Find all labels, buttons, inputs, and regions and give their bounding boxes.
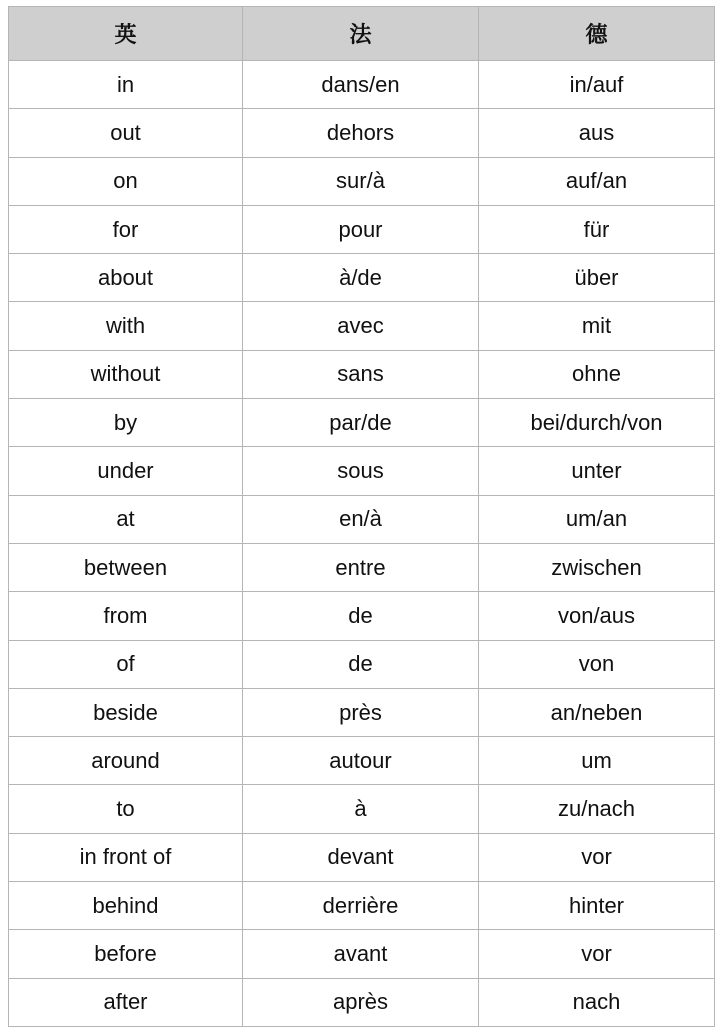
- cell-french: entre: [243, 543, 479, 591]
- header-french: 法: [243, 7, 479, 61]
- cell-french: à/de: [243, 254, 479, 302]
- cell-english: around: [9, 737, 243, 785]
- table-row: [9, 350, 715, 398]
- cell-french: pour: [243, 205, 479, 253]
- cell-german: für: [479, 205, 715, 253]
- table-row: [9, 157, 715, 205]
- table-row: [9, 254, 715, 302]
- table-row: [9, 205, 715, 253]
- cell-english: to: [9, 785, 243, 833]
- cell-english: before: [9, 930, 243, 978]
- header-english: 英: [9, 7, 243, 61]
- table-row: [9, 688, 715, 736]
- header-row: [9, 7, 715, 61]
- cell-german: hinter: [479, 882, 715, 930]
- table-row: [9, 882, 715, 930]
- table-row: [9, 447, 715, 495]
- cell-english: beside: [9, 688, 243, 736]
- cell-english: on: [9, 157, 243, 205]
- table-body: [9, 61, 715, 1027]
- cell-french: de: [243, 592, 479, 640]
- cell-french: sous: [243, 447, 479, 495]
- cell-english: in: [9, 61, 243, 109]
- cell-english: under: [9, 447, 243, 495]
- header-german: 德: [479, 7, 715, 61]
- preposition-table: [8, 6, 715, 1027]
- cell-french: sans: [243, 350, 479, 398]
- cell-english: behind: [9, 882, 243, 930]
- cell-german: um/an: [479, 495, 715, 543]
- cell-german: zwischen: [479, 543, 715, 591]
- cell-english: in front of: [9, 833, 243, 881]
- cell-english: after: [9, 978, 243, 1026]
- cell-german: aus: [479, 109, 715, 157]
- cell-german: von/aus: [479, 592, 715, 640]
- cell-english: of: [9, 640, 243, 688]
- cell-german: über: [479, 254, 715, 302]
- cell-english: with: [9, 302, 243, 350]
- cell-french: avant: [243, 930, 479, 978]
- cell-french: en/à: [243, 495, 479, 543]
- cell-french: après: [243, 978, 479, 1026]
- cell-german: unter: [479, 447, 715, 495]
- cell-english: between: [9, 543, 243, 591]
- table-row: [9, 302, 715, 350]
- cell-english: out: [9, 109, 243, 157]
- cell-german: nach: [479, 978, 715, 1026]
- cell-french: devant: [243, 833, 479, 881]
- table-row: [9, 640, 715, 688]
- table-row: [9, 930, 715, 978]
- cell-french: par/de: [243, 399, 479, 447]
- cell-english: from: [9, 592, 243, 640]
- table-row: [9, 833, 715, 881]
- cell-german: zu/nach: [479, 785, 715, 833]
- cell-french: dehors: [243, 109, 479, 157]
- table-row: [9, 785, 715, 833]
- cell-french: près: [243, 688, 479, 736]
- cell-german: von: [479, 640, 715, 688]
- table-row: [9, 543, 715, 591]
- cell-french: autour: [243, 737, 479, 785]
- table-row: [9, 737, 715, 785]
- table-row: [9, 61, 715, 109]
- cell-french: derrière: [243, 882, 479, 930]
- table-row: [9, 399, 715, 447]
- cell-german: vor: [479, 833, 715, 881]
- cell-german: um: [479, 737, 715, 785]
- cell-french: sur/à: [243, 157, 479, 205]
- table-row: [9, 495, 715, 543]
- cell-english: by: [9, 399, 243, 447]
- preposition-table-container: [8, 6, 714, 1027]
- cell-english: without: [9, 350, 243, 398]
- cell-english: at: [9, 495, 243, 543]
- cell-german: in/auf: [479, 61, 715, 109]
- cell-german: an/neben: [479, 688, 715, 736]
- cell-german: bei/durch/von: [479, 399, 715, 447]
- cell-french: avec: [243, 302, 479, 350]
- cell-french: dans/en: [243, 61, 479, 109]
- table-row: [9, 592, 715, 640]
- table-row: [9, 978, 715, 1026]
- table-row: [9, 109, 715, 157]
- cell-english: about: [9, 254, 243, 302]
- cell-english: for: [9, 205, 243, 253]
- cell-german: mit: [479, 302, 715, 350]
- cell-french: de: [243, 640, 479, 688]
- cell-german: ohne: [479, 350, 715, 398]
- cell-german: auf/an: [479, 157, 715, 205]
- cell-french: à: [243, 785, 479, 833]
- cell-german: vor: [479, 930, 715, 978]
